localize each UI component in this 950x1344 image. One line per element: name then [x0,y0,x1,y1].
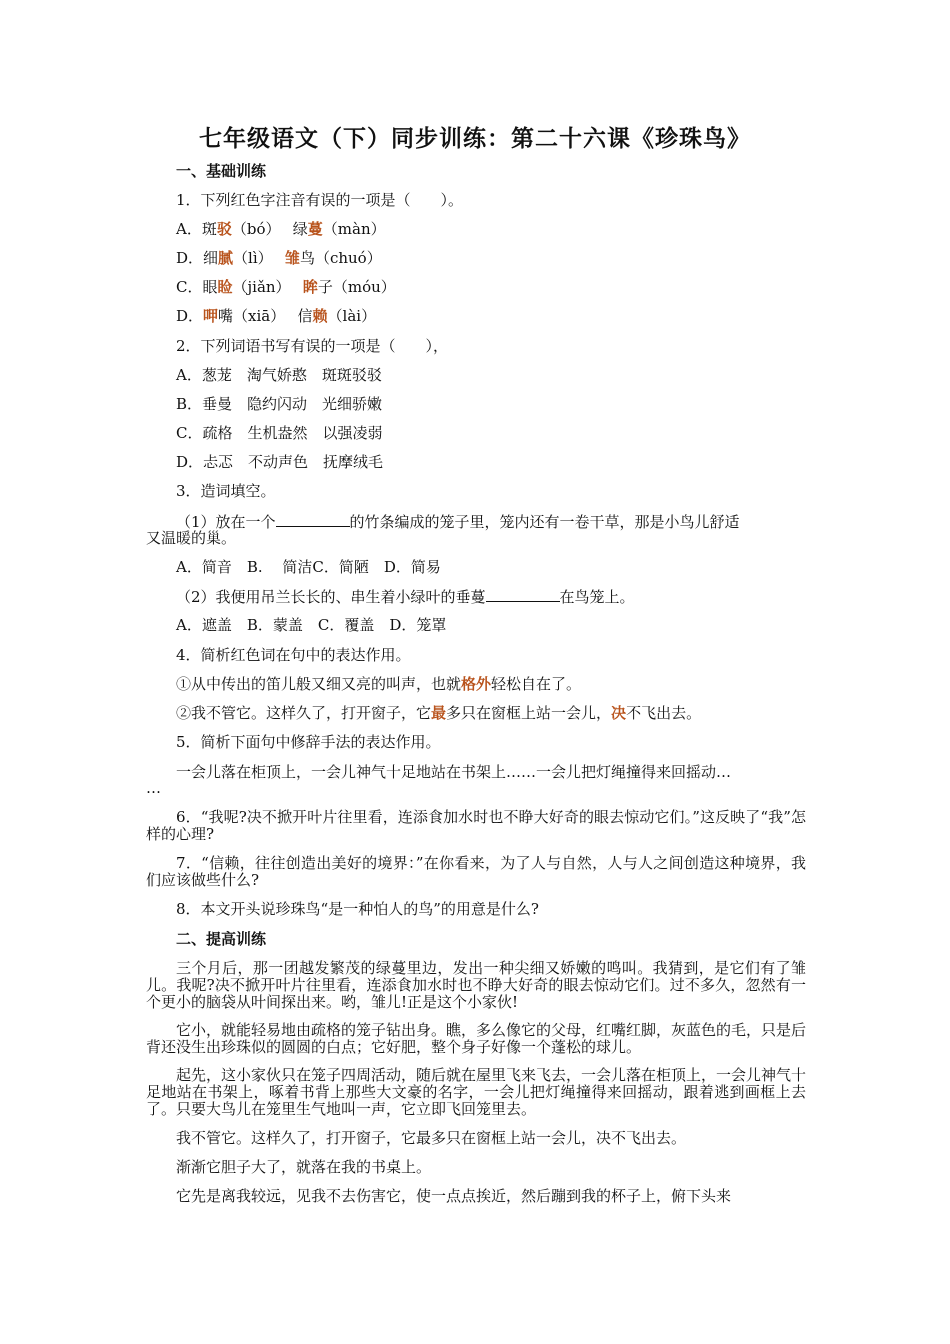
question-7: 7．“信赖，往往创造出美好的境界：”在你看来，为了人与自然，人与人之间创造这种境界，我们应该做些什么? [146,854,806,889]
question-6: 6．“我呢?决不掀开叶片往里看，连添食加水时也不睁大好奇的眼去惊动它们。”这反映了“我”怎样的心理? [146,808,806,843]
question-3-options-2: A．遮盖 B．蒙盖 C．覆盖 D．笼罩 [176,616,447,634]
question-1-option-a: A．斑驳（bó） 绿蔓（màn） [176,220,386,238]
question-5-quote: 一会儿落在柜顶上，一会儿神气十足地站在书架上……一会儿把灯绳撞得来回摇动… [176,763,732,781]
section-heading-basic: 一、基础训练 [176,162,267,180]
reading-paragraph-5: 渐渐它胆子大了，就落在我的书桌上。 [176,1158,432,1176]
question-4-sentence-1: ①从中传出的笛儿般又细又亮的叫声，也就格外轻松自在了。 [176,675,582,693]
question-4-stem: 4．简析红色词在句中的表达作用。 [176,646,411,664]
question-3-options-1: A．简音 B. 简洁C．简陋 D．简易 [176,558,441,576]
fill-blank-2[interactable] [486,587,560,602]
question-2-option-d: D．忐忑 不动声色 抚摩绒毛 [176,453,384,471]
question-2-option-a: A．葱茏 淘气娇憨 斑斑驳驳 [176,366,382,384]
fill-blank-1[interactable] [276,512,350,527]
question-5-quote-tail: … [146,779,161,797]
question-3-part-1-cont: 又温暖的巢。 [146,529,237,547]
question-1-stem: 1．下列红色字注音有误的一项是（ ）。 [176,191,464,209]
question-2-stem: 2．下列词语书写有误的一项是（ ）， [176,337,449,355]
question-5-stem: 5．简析下面句中修辞手法的表达作用。 [176,733,441,751]
reading-paragraph-6: 它先是离我较远，见我不去伤害它，使一点点挨近，然后蹦到我的杯子上，俯下头来 [176,1187,732,1205]
reading-paragraph-3: 起先，这小家伙只在笼子四周活动，随后就在屋里飞来飞去，一会儿落在柜顶上，一会儿神气十足地站在书架上，啄着书背上那些大文豪的名字，一会儿把灯绳撞得来回摇动，跟着逃到画框上去了。只要大鸟儿在笼里生气地叫一声，它立即飞回笼里去。 [146,1066,807,1118]
reading-paragraph-4: 我不管它。这样久了，打开窗子，它最多只在窗框上站一会儿，决不飞出去。 [176,1129,687,1147]
question-2-option-c: C．疏格 生机盎然 以强凌弱 [176,424,383,442]
reading-paragraph-1: 三个月后，那一团越发繁茂的绿蔓里边，发出一种尖细又娇嫩的鸣叫。我猜到，是它们有了雏儿。我呢?决不掀开叶片往里看，连添食加水时也不睁大好奇的眼去惊动它们。过不多久，忽然有一个更小的脑袋从叶间探出来。哟，雏儿!正是这个小家伙! [146,959,806,1011]
question-1-option-d1: D．细腻（lì） 雏鸟（chuó） [176,249,382,267]
question-3-stem: 3．造词填空。 [176,482,276,500]
question-3-part-1: （1）放在一个 的竹条编成的笼子里，笼内还有一卷干草，那是小鸟儿舒适 [176,513,740,531]
page-title: 七年级语文（下）同步训练：第二十六课《珍珠鸟》 [199,126,751,152]
section-heading-advanced: 二、提高训练 [176,930,267,948]
reading-paragraph-2: 它小，就能轻易地由疏格的笼子钻出身。瞧，多么像它的父母，红嘴红脚，灰蓝色的毛，只是后背还没生出珍珠似的圆圆的白点；它好肥，整个身子好像一个蓬松的球儿。 [146,1021,807,1056]
question-1-option-c: C．眼睑（jiǎn） 眸子（móu） [176,278,396,296]
question-3-part-2: （2）我便用吊兰长长的、串生着小绿叶的垂蔓 在鸟笼上。 [176,588,635,606]
question-8: 8．本文开头说珍珠鸟“是一种怕人的鸟”的用意是什么? [176,900,539,918]
question-2-option-b: B．垂曼 隐约闪动 光细骄嫩 [176,395,383,413]
question-4-sentence-2: ②我不管它。这样久了，打开窗子，它最多只在窗框上站一会儿，决不飞出去。 [176,704,702,722]
question-1-option-d2: D．呷嘴（xiā） 信赖（lài） [176,307,377,325]
